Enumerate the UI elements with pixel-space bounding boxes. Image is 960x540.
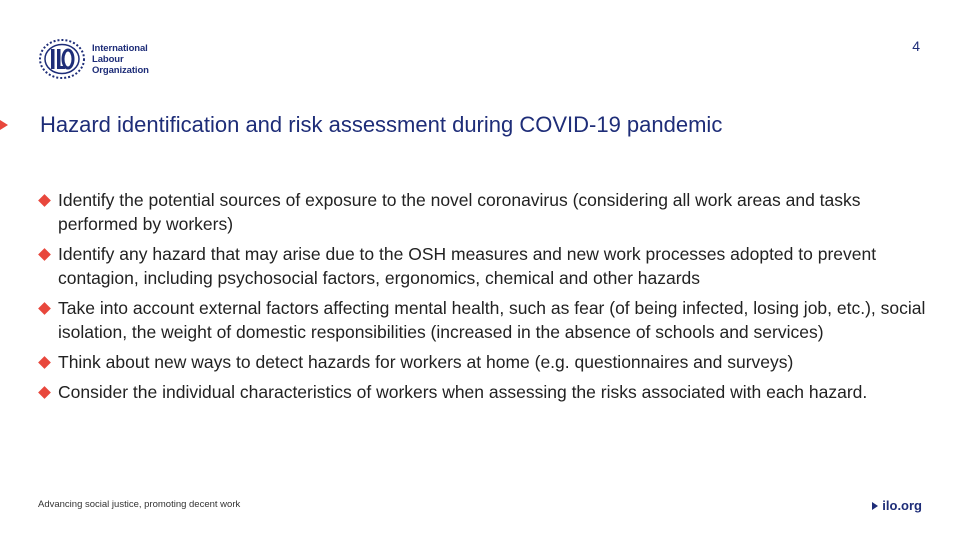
slide-title: Hazard identification and risk assessment during COVID-19 pandemic [40, 112, 723, 137]
bullet-text: Think about new ways to detect hazards for workers at home (e.g. questionnaires and surveys) [58, 352, 794, 372]
title-arrow-icon [0, 120, 8, 130]
bullet-text: Consider the individual characteristics of workers when assessing the risks associated with each hazard. [58, 382, 868, 402]
page-number: 4 [912, 38, 920, 54]
list-item [38, 188, 928, 236]
ilo-wordmark [92, 43, 149, 76]
diamond-bullet-icon [38, 188, 58, 205]
diamond-bullet-icon [38, 350, 58, 367]
list-item [38, 380, 928, 404]
ilo-website-link[interactable] [872, 498, 922, 513]
logo-line-2: Labour [92, 53, 124, 65]
bullet-text: Take into account external factors affecting mental health, such as fear (of being infected, losing job, etc.), social isolation, the weight of domestic responsibilities (increased in the absence of schools and services) [58, 298, 926, 342]
diamond-bullet-icon [38, 380, 58, 397]
bullet-text: Identify any hazard that may arise due to the OSH measures and new work processes adopted to prevent contagion, including psychosocial factors, ergonomics, chemical and other hazards [58, 244, 877, 288]
list-item [38, 350, 928, 374]
logo-line-3: Organization [92, 64, 149, 76]
list-item [38, 242, 928, 290]
logo-line-1: International [92, 42, 148, 54]
bullet-list [38, 188, 928, 410]
play-arrow-icon [872, 502, 878, 510]
ilo-emblem-icon [38, 38, 86, 80]
ilo-logo [38, 38, 149, 80]
footer-tagline: Advancing social justice, promoting decent work [38, 499, 241, 510]
ilo-website-link-label: ilo.org [882, 498, 922, 513]
list-item [38, 296, 928, 344]
diamond-bullet-icon [38, 296, 58, 313]
bullet-text: Identify the potential sources of exposure to the novel coronavirus (considering all work areas and tasks performed by workers) [58, 190, 861, 234]
diamond-bullet-icon [38, 242, 58, 259]
